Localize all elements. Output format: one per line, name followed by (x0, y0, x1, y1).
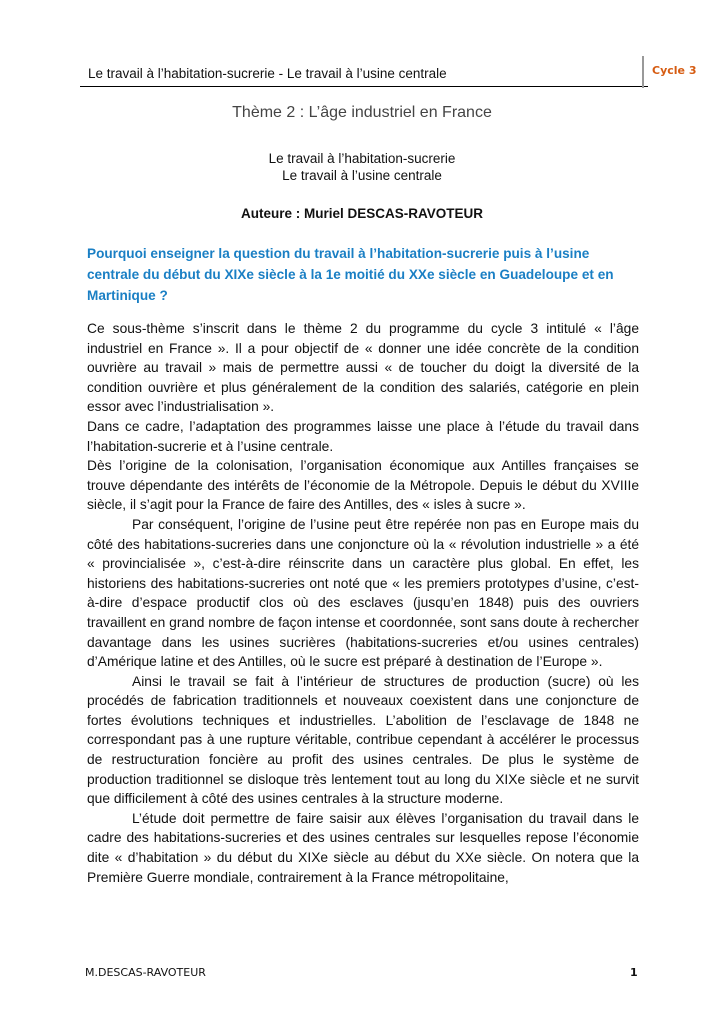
paragraph: Dès l’origine de la colonisation, l’organisation économique aux Antilles françaises se trouve dépendante des intérêts de l’économie de la Métropole. Depuis le début du XVIIIe siècle, il s’agit pour la France de faire des Antilles, des « isles à sucre ». (87, 458, 639, 513)
paragraph: Dans ce cadre, l’adaptation des programmes laisse une place à l’étude du travail dans l’habitation-sucrerie et à l’usine centrale. (87, 418, 639, 454)
author-line: Auteure : Muriel DESCAS-RAVOTEUR (240, 206, 484, 221)
header-cycle-label: Cycle 3 (652, 64, 697, 77)
paragraph: L’étude doit permettre de faire saisir aux élèves l’organisation du travail dans le cadre des habitations-sucreries et des usines centrales sur lesquelles repose l’économie dite « d’habitation » du début du XIXe siècle au début du XXe siècle. On notera que la Première Guerre mondiale, contrairement à la France métropolitaine, (87, 810, 639, 885)
theme-title: Thème 2 : L’âge industriel en France (232, 104, 492, 121)
footer-author: M.DESCAS-RAVOTEUR (85, 966, 206, 979)
header-separator (642, 56, 644, 88)
question-heading: Pourquoi enseigner la question du travail à l’habitation-sucrerie puis à l’usine centrale du début du XIXe siècle à la 1e moitié du XXe siècle en Guadeloupe et en Martinique ? (87, 246, 614, 303)
subtitle-habitation: Le travail à l’habitation-sucrerie (268, 151, 456, 166)
body-text (87, 319, 639, 887)
header-title: Le travail à l’habitation-sucrerie - Le travail à l’usine centrale (88, 66, 447, 81)
paragraph: Ce sous-thème s’inscrit dans le thème 2 du programme du cycle 3 intitulé « l’âge industriel en France ». Il a pour objectif de « donner une idée concrète de la condition ouvrière au travail » mais de permettre aussi « de toucher du doigt la diversité de la condition ouvrière et plus généralement de la condition des salariés, catégorie en plein essor avec l’industrialisation ». (87, 321, 639, 415)
page-header (80, 58, 648, 87)
page-number: 1 (630, 966, 638, 979)
paragraph: Par conséquent, l’origine de l’usine peut être repérée non pas en Europe mais du côté des habitations-sucreries dans une conjoncture où la « révolution industrielle » a été « provincialisée », c’est-à-dire réinscrite dans un caractère plus global. En effet, les historiens des habitations-sucreries ont noté que « les premiers prototypes d’usine, c’est-à-dire d’espace productif clos où des esclaves (jusqu’en 1848) puis des ouvriers travaillent en grand nombre de façon intense et coordonnée, sont sans doute à rechercher davantage dans les usines sucrières (habitations-sucreries et/ou usines centrales) d’Amérique latine et des Antilles, où le sucre est préparé à destination de l’Europe ». (87, 516, 639, 670)
subtitle-usine: Le travail à l’usine centrale (282, 168, 442, 183)
paragraph: Ainsi le travail se fait à l’intérieur de structures de production (sucre) où les procédés de fabrication traditionnels et nouveaux coexistent dans une conjoncture de fortes évolutions techniques et industrielles. L’abolition de l’esclavage de 1848 ne correspondant pas à une rupture véritable, contribue cependant à accélérer le processus de restructuration foncière au profit des usines centrales. De plus le système de production traditionnel se disloque très lentement tout au long du XIXe siècle et ne survit que difficilement à côté des usines centrales à la structure moderne. (87, 673, 639, 807)
